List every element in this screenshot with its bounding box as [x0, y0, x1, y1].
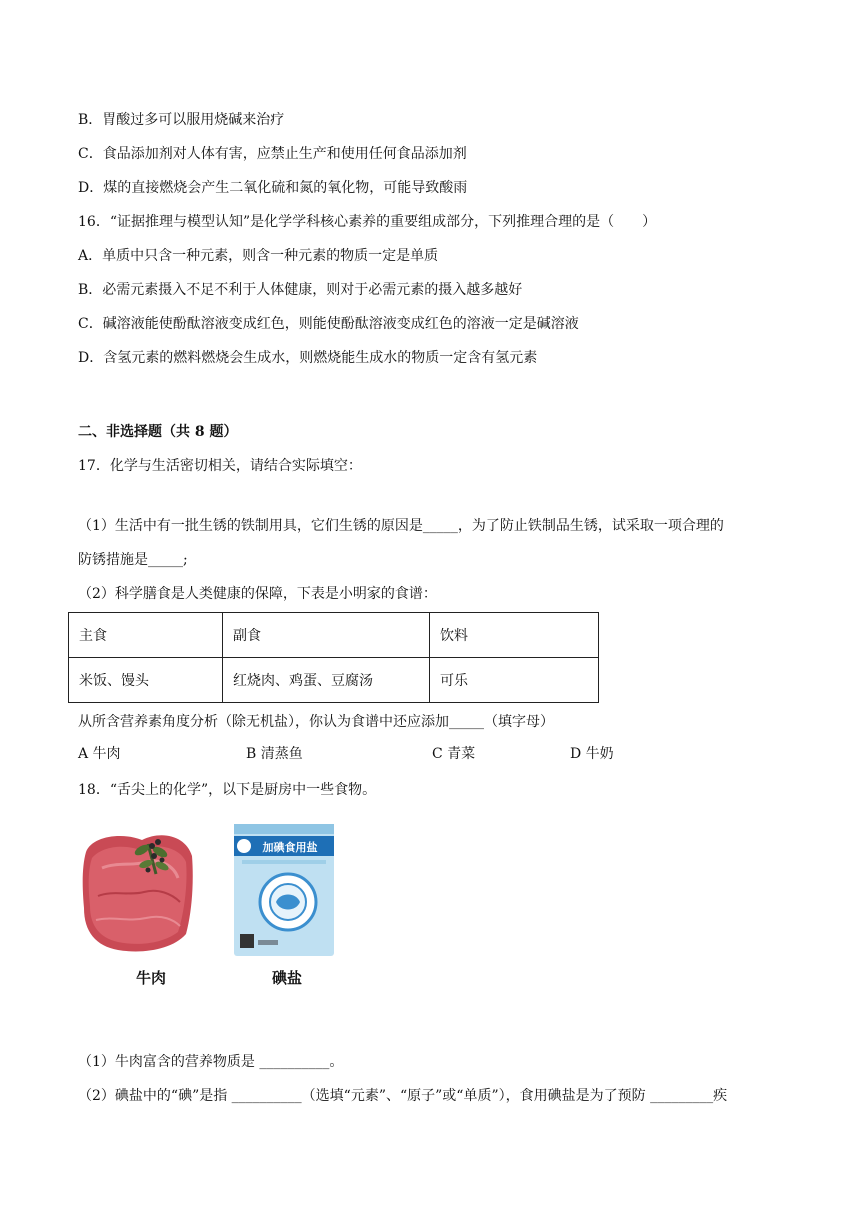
q15-option-c: C．食品添加剂对人体有害，应禁止生产和使用任何食品添加剂: [78, 146, 467, 162]
choice-d: D 牛奶: [570, 746, 614, 762]
q15-option-d: D．煤的直接燃烧会产生二氧化硫和氮的氧化物，可能导致酸雨: [78, 180, 468, 196]
table-cell: 红烧肉、鸡蛋、豆腐汤: [223, 658, 430, 703]
table-cell: 米饭、馒头: [69, 658, 223, 703]
q16-option-d: D．含氢元素的燃料燃烧会生成水，则燃烧能生成水的物质一定含有氢元素: [78, 350, 538, 366]
section-heading: 二、非选择题（共 8 题）: [78, 424, 238, 440]
choice-c: C 青菜: [432, 746, 476, 762]
q18-part2: （2）碘盐中的“碘”是指 __________（选填“元素”、“原子”或“单质”），食用碘盐是为了预防 _________疾: [78, 1088, 728, 1104]
table-row: [69, 658, 599, 703]
table-header-cell: 饮料: [430, 613, 599, 658]
beef-caption: 牛肉: [136, 969, 167, 987]
q15-option-b: B．胃酸过多可以服用烧碱来治疗: [78, 112, 285, 128]
q18-stem: 18．“舌尖上的化学”，以下是厨房中一些食物。: [78, 782, 377, 798]
q17-analysis: 从所含营养素角度分析（除无机盐），你认为食谱中还应添加_____（填字母）: [78, 714, 554, 730]
q16-stem: 16．“证据推理与模型认知”是化学学科核心素养的重要组成部分，下列推理合理的是（ ）: [78, 214, 657, 230]
beef-image: [82, 822, 194, 956]
q16-option-c: C．碱溶液能使酚酞溶液变成红色，则能使酚酞溶液变成红色的溶液一定是碱溶液: [78, 316, 579, 332]
iodized-salt-image: [232, 822, 336, 958]
table-cell: 可乐: [430, 658, 599, 703]
q18-part1: （1）牛肉富含的营养物质是 __________。: [78, 1054, 344, 1070]
q16-option-b: B．必需元素摄入不足不利于人体健康，则对于必需元素的摄入越多越好: [78, 282, 523, 298]
table-header-cell: 副食: [223, 613, 430, 658]
salt-caption: 碘盐: [272, 969, 303, 987]
choice-a: A 牛肉: [78, 746, 121, 762]
table-row: [69, 613, 599, 658]
choice-b: B 清蒸鱼: [246, 746, 303, 762]
q17-choices: [78, 744, 678, 766]
salt-package-label: 加碘食用盐: [262, 841, 318, 854]
table-header-cell: 主食: [69, 613, 223, 658]
q17-stem: 17．化学与生活密切相关，请结合实际填空：: [78, 458, 362, 474]
diet-table: [68, 612, 599, 703]
q17-part1-line1: （1）生活中有一批生锈的铁制用具，它们生锈的原因是_____，为了防止铁制品生锈，试采取一项合理的: [78, 518, 724, 534]
q17-part2: （2）科学膳食是人类健康的保障，下表是小明家的食谱：: [78, 586, 437, 602]
q17-part1-line2: 防锈措施是_____;: [78, 552, 188, 568]
q16-option-a: A．单质中只含一种元素，则含一种元素的物质一定是单质: [78, 248, 439, 264]
